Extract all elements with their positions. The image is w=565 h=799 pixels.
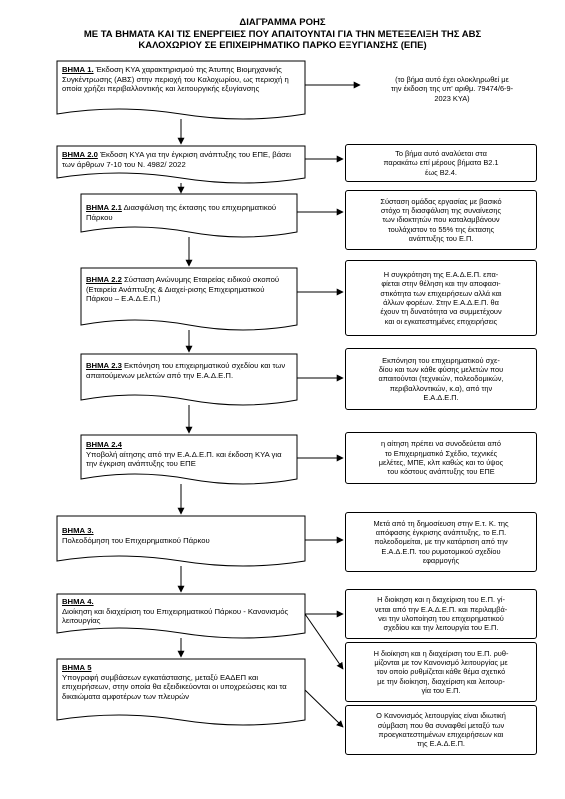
step-2-3 (81, 357, 297, 384)
note-10-line-3: προεγκατεστημένων επιχειρήσεων και (378, 730, 504, 739)
note-4-line-1: Η συγκρότηση της Ε.Α.Δ.Ε.Π. επα- (383, 270, 499, 280)
note-9-line-3: τον οποίο ρυθμίζεται κάθε θέμα σχετικό (376, 667, 506, 677)
note-4 (345, 260, 537, 336)
note-9-line-4: με την διοίκηση, διαχείριση και λειτουρ- (377, 676, 505, 686)
note-7-line-3: πολεοδομείται, με την κατάρτιση από την (374, 537, 508, 547)
note-5-line-3: απαιτούνται (τεχνικών, πολεοδομικών, (378, 374, 504, 384)
note-4-line-3: στικότητα των επιχειρήσεων αλλά και (380, 288, 502, 298)
note-3 (345, 190, 537, 250)
step-2-0 (57, 146, 305, 173)
step-2-1 (81, 199, 297, 226)
step-5-label: ΒΗΜΑ 5 (62, 663, 92, 672)
note-10 (345, 705, 537, 755)
title-line-2: ΜΕ ΤΑ ΒΗΜΑΤΑ ΚΑΙ ΤΙΣ ΕΝΕΡΓΕΙΕΣ ΠΟΥ ΑΠΑΙΤΟΥΝΤΑΙ ΓΙΑ ΤΗΝ ΜΕΤΕΞΕΛΙΞΗ ΤΗΣ ΑΒΣ (83, 28, 482, 40)
note-7-line-4: Ε.Α.Δ.Ε.Π. του ρυμοτομικού σχεδίου (381, 546, 501, 556)
note-3-line-3: των ιδιοκτητών που καταλαμβάνουν (382, 215, 500, 225)
note-1-line-2: την έκδοση της υπ' αριθμ. 79474/6-9- (390, 84, 514, 94)
note-9-line-2: μίζονται με τον Κανονισμό λειτουργίας με (374, 658, 508, 668)
step-5-text: Υπογραφή συμβάσεων εγκατάστασης, μεταξύ ΕΑΔΕΠ και επιχειρήσεων, στην οποία θα εξειδικεύονται οι υποχρεώσεις και τα δικαιώματα αμφοτέρων των πλευρών (62, 672, 287, 701)
step-3-text: Πολεοδόμηση του Επιχειρηματικού Πάρκου (62, 535, 210, 545)
step-2-2 (81, 271, 297, 308)
note-2 (345, 144, 537, 182)
note-3-line-2: στόχο τη διασφάλιση της συναίνεσης (380, 206, 502, 216)
note-5-line-5: Ε.Α.Δ.Ε.Π. (423, 392, 459, 402)
note-5-line-1: Εκπόνηση του επιχειρηματικού σχε- (382, 355, 500, 365)
note-8-line-4: σχεδίου και την λειτουργία του Ε.Π. (383, 623, 499, 633)
note-4-line-5: έχουν τη δυνατότητα να συμμετέχουν (380, 307, 502, 317)
note-8-line-2: νεται από την Ε.Α.Δ.Ε.Π. και περιλαμβά- (374, 604, 508, 614)
note-9 (345, 642, 537, 702)
note-1-line-1: (το βήμα αυτό έχει ολοκληρωθεί με (395, 75, 509, 85)
step-2-1-text: Διασφάλιση της έκτασης του επιχειρηματικού Πάρκου (86, 203, 277, 222)
step-2-4-text: Υποβολή αίτησης από την Ε.Α.Δ.Ε.Π. και έκδοση ΚΥΑ για την έγκριση ανάπτυξης του ΕΠΕ (86, 449, 282, 469)
step-2-3-text: Εκπόνηση του επιχειρηματικού σχεδίου και των απαιτούμενων μελετών από την Ε.Α.Δ.Ε.Π. (86, 361, 286, 380)
note-10-line-4: της Ε.Α.Δ.Ε.Π. (417, 739, 465, 749)
step-1-text: Έκδοση ΚΥΑ χαρακτηρισμού της Άτυπης Βιομηχανικής Συγκέντρωσης (ΑΒΣ) στην περιοχή του Καλοχωρίου, ως περιοχή η οποία χρήζει περιβαλλοντικής και λειτουργικής εξυγίανσης (62, 65, 289, 94)
note-3-line-5: ανάπτυξης του Ε.Π. (408, 233, 474, 243)
note-5-line-4: περιβαλλοντικών, κ.α), από την (389, 383, 493, 393)
step-3-label: ΒΗΜΑ 3. (62, 526, 94, 535)
step-2-1-label: ΒΗΜΑ 2.1 (86, 203, 122, 212)
note-1 (362, 69, 542, 109)
step-3 (57, 522, 305, 549)
note-arrow-10 (305, 690, 343, 727)
note-9-line-1: Η διοίκηση και η διαχείριση του Ε.Π. ρυθ- (373, 648, 509, 658)
note-7-line-1: Μετά από τη δημοσίευση στην Ε.τ. Κ. της (373, 518, 509, 528)
step-2-2-text: Σύσταση Ανώνυμης Εταιρείας ειδικού σκοπού (Εταιρεία Ανάπτυξης & Διαχεί-ρισης Επιχειρηματικού Πάρκου – Ε.Α.Δ.Ε.Π.) (86, 275, 280, 304)
note-6-line-4: του κόστους ανάπτυξης του ΕΠΕ (387, 467, 495, 477)
step-2-4 (81, 436, 297, 473)
note-4-line-2: φίεται στην θέληση και την αποφασι- (381, 279, 501, 289)
note-7-line-5: εφαρμογής (422, 555, 460, 565)
step-2-2-label: ΒΗΜΑ 2.2 (86, 275, 122, 284)
step-2-0-label: ΒΗΜΑ 2.0 (62, 150, 98, 159)
note-10-line-1: Ο Κανονισμός λειτουργίας είναι ιδιωτική (376, 711, 506, 721)
step-1-label: ΒΗΜΑ 1. (62, 65, 94, 74)
step-4-text: Διοίκηση και διαχείριση του Επιχειρηματικού Πάρκου - Κανονισμός λειτουργίας (62, 606, 289, 626)
step-4 (57, 593, 305, 630)
note-8 (345, 589, 537, 639)
note-7-line-2: απόφασης έγκρισης ανάπτυξης, το Ε.Π. (375, 528, 507, 538)
title-line-1: ΔΙΑΓΡΑΜΜΑ ΡΟΗΣ (239, 17, 326, 28)
note-1-line-3: 2023 ΚΥΑ) (434, 93, 470, 103)
step-2-4-label: ΒΗΜΑ 2.4 (86, 440, 122, 449)
step-1 (57, 61, 305, 98)
note-3-line-4: τουλάχιστον το 55% της έκτασης (387, 224, 495, 234)
note-arrow-9 (305, 614, 343, 669)
note-6-line-2: το Επιχειρηματικό Σχέδιο, τεχνικές (384, 448, 498, 458)
note-6-line-3: μελέτες, ΜΠΕ, κλπ καθώς και το ύψος (378, 458, 504, 467)
note-9-line-5: γία του Ε.Π. (421, 685, 461, 695)
note-10-line-2: σύμβαση που θα συναφθεί μεταξύ των (377, 720, 505, 730)
note-2-line-3: έως Β2.4. (425, 167, 457, 177)
note-3-line-1: Σύσταση ομάδας εργασίας με βασικό (380, 196, 502, 206)
note-2-line-2: παρακάτω επί μέρους βήματα Β2.1 (383, 158, 499, 168)
note-4-line-4: άλλων φορέων. Στην Ε.Α.Δ.Ε.Π. θα (383, 298, 499, 307)
note-5-line-2: δίου και των κάθε φύσης μελετών που (378, 365, 504, 375)
step-5 (57, 659, 305, 705)
note-4-line-6: και οι εγκατεστημένες επιχειρήσεις (384, 316, 498, 326)
note-2-line-1: Το βήμα αυτό αναλύεται στα (395, 149, 487, 159)
note-6 (345, 432, 537, 484)
note-6-line-1: η αίτηση πρέπει να συνοδεύεται από (381, 439, 501, 449)
note-7 (345, 512, 537, 572)
note-8-line-3: νει την υλοποίηση του επιχειρηματικού (378, 614, 504, 623)
step-4-label: ΒΗΜΑ 4. (62, 597, 94, 606)
title-line-3: ΚΑΛΟΧΩΡΙΟΥ ΣΕ ΕΠΙΧΕΙΡΗΜΑΤΙΚΟ ΠΑΡΚΟ ΕΞΥΓΙΑΝΣΗΣ (ΕΠΕ) (138, 40, 427, 51)
note-5 (345, 348, 537, 410)
note-8-line-1: Η διοίκηση και η διαχείριση του Ε.Π. γί- (377, 595, 505, 605)
step-2-3-label: ΒΗΜΑ 2.3 (86, 361, 122, 370)
step-2-0-text: Έκδοση ΚΥΑ για την έγκριση ανάπτυξης του ΕΠΕ, βάσει των άρθρων 7-10 του Ν. 4982/ 2022 (62, 150, 292, 169)
